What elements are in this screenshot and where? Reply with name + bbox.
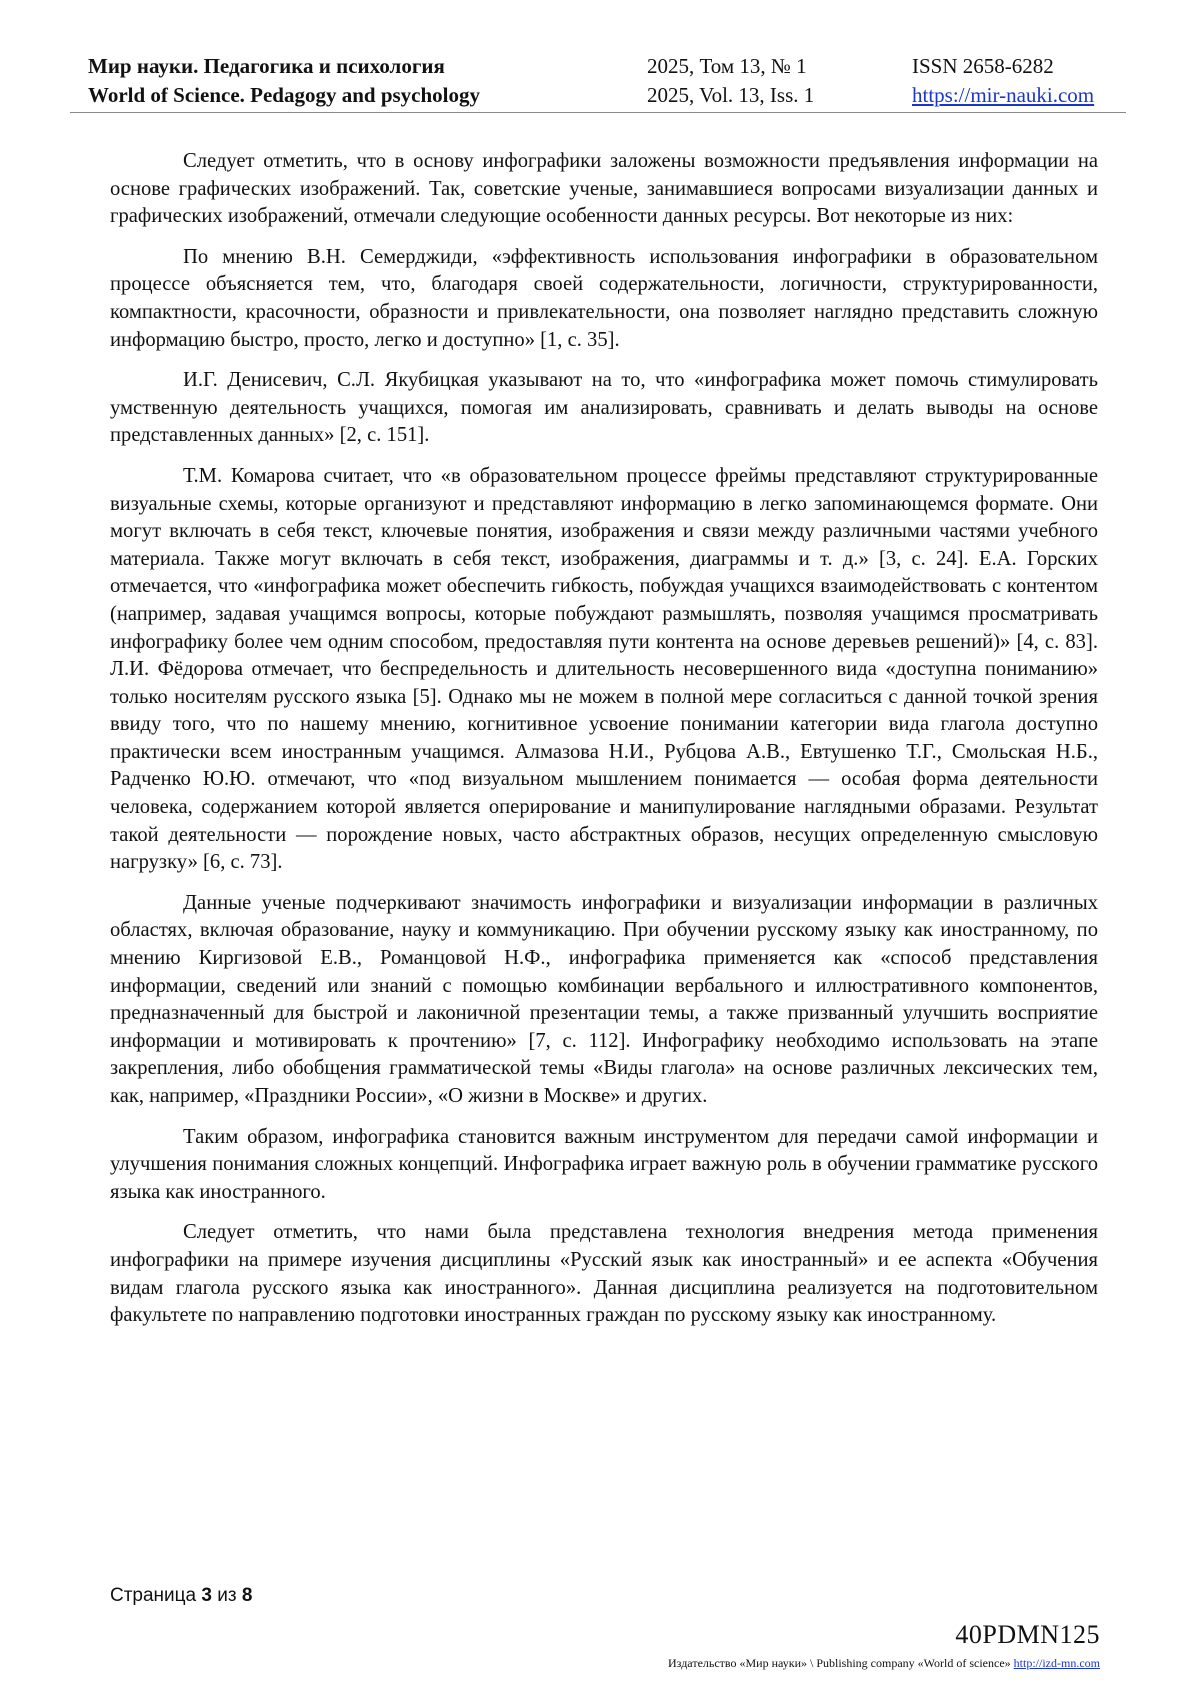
paragraph: И.Г. Денисевич, С.Л. Якубицкая указывают на то, что «инфографика может помочь стимулировать умственную деятельность учащихся, помогая им анализировать, сравнивать и делать выводы на основе представленных данных» [2, с. 151]. [110, 369, 1098, 447]
issn: ISSN 2658-6282 [912, 54, 1054, 78]
page-number [110, 1585, 252, 1607]
paragraph: По мнению В.Н. Семерджиди, «эффективность использования инфографики в образовательном процессе объясняется тем, что, благодаря своей содержательности, логичности, структурированности, компактности, красочности, образности и привлекательности, она позволяет наглядно представить сложную информацию быстро, просто, легко и доступно» [1, с. 35]. [110, 245, 1098, 351]
paragraph: Следует отметить, что нами была представлена технология внедрения метода применения инфографики на примере изучения дисциплины «Русский язык как иностранный» и ее аспекта «Обучения видам глагола русского языка как иностранного». Данная дисциплина реализуется на подготовительном факультете по направлению подготовки иностранных граждан по русскому языку как иностранному. [110, 1221, 1098, 1327]
issue-info-block [647, 52, 814, 110]
volume-en: 2025, Vol. 13, Iss. 1 [647, 83, 815, 107]
journal-title-block [88, 52, 480, 110]
issn-block [912, 52, 1094, 110]
article-code: 40PDMN125 [955, 1620, 1100, 1649]
article-body [110, 148, 1098, 1343]
paragraph: Следует отметить, что в основу инфографики заложены возможности предъявления информации на основе графических изображений. Так, советские ученые, занимавшиеся вопросами визуализации данных и графических изображений, отмечали следующие особенности данных ресурсы. Вот некоторые из них: [110, 150, 1098, 228]
journal-title-ru: Мир науки. Педагогика и психология [88, 54, 445, 78]
page-current: 3 [201, 1585, 212, 1606]
publisher-line [668, 1656, 1100, 1671]
page-prefix: Страница [110, 1585, 197, 1606]
publisher-link[interactable]: http://izd-mn.com [1013, 1656, 1100, 1670]
journal-site-link[interactable]: https://mir-nauki.com [912, 83, 1095, 107]
page-separator: из [217, 1585, 237, 1606]
paragraph: Т.М. Комарова считает, что «в образовательном процессе фреймы представляют структурированные визуальные схемы, которые организуют и представляют информацию в легко запоминающемся формате. Они могут включать в себя текст, ключевые понятия, изображения и связи между различными частями учебного материала. Также могут включать в себя текст, изображения, диаграммы и т. д.» [3, с. 24]. Е.А. Горских отмечается, что «инфографика может обеспечить гибкость, побуждая учащихся взаимодействовать с контентом (например, задавая учащимся вопросы, которые побуждают размышлять, позволяя учащимся просматривать инфографику более чем одним способом, предоставляя пути контента на основе деревьев решений)» [4, с. 83]. Л.И. Фёдорова отмечает, что беспредельность и длительность несовершенного вида «доступна пониманию» только носителям русского языка [5]. Однако мы не можем в полной мере согласиться с данной точкой зрения ввиду того, что по нашему мнению, когнитивное усвоение понимании категории вида глагола доступно практически всем иностранным учащимся. Алмазова Н.И., Рубцова А.В., Евтушенко Т.Г., Смольская Н.Б., Радченко Ю.Ю. отмечают, что «под визуальном мышлением понимается — особая форма деятельности человека, содержанием которой является оперирование и манипулирование наглядными образами. Результат такой деятельности — порождение новых, часто абстрактных образов, несущих определенную смысловую нагрузку» [6, с. 73]. [110, 464, 1098, 874]
volume-ru: 2025, Том 13, № 1 [647, 54, 807, 78]
paragraph: Данные ученые подчеркивают значимость инфографики и визуализации информации в различных областях, включая образование, науку и коммуникацию. При обучении русскому языку как иностранному, по мнению Киргизовой Е.В., Романцовой Н.Ф., инфографика применяется как «способ представления информации, сведений или знаний с помощью комбинации вербального и иллюстративного компонентов, предназначенный для быстрой и лаконичной презентации темы, а также призванный улучшить восприятие информации и мотивировать к прочтению» [7, с. 112]. Инфографику необходимо использовать на этапе закрепления, либо обобщения грамматической темы «Виды глагола» на основе различных лексических тем, как, например, «Праздники России», «О жизни в Москве» и других. [110, 891, 1098, 1107]
page-total: 8 [241, 1585, 253, 1606]
paragraph: Таким образом, инфографика становится важным инструментом для передачи самой информации и улучшения понимания сложных концепций. Инфографика играет важную роль в обучении грамматике русского языка как иностранного. [110, 1125, 1098, 1203]
journal-title-en: World of Science. Pedagogy and psychology [88, 83, 481, 107]
publisher-text: Издательство «Мир науки» \ Publishing company «World of science» [668, 1656, 1011, 1670]
journal-header [70, 52, 1126, 113]
